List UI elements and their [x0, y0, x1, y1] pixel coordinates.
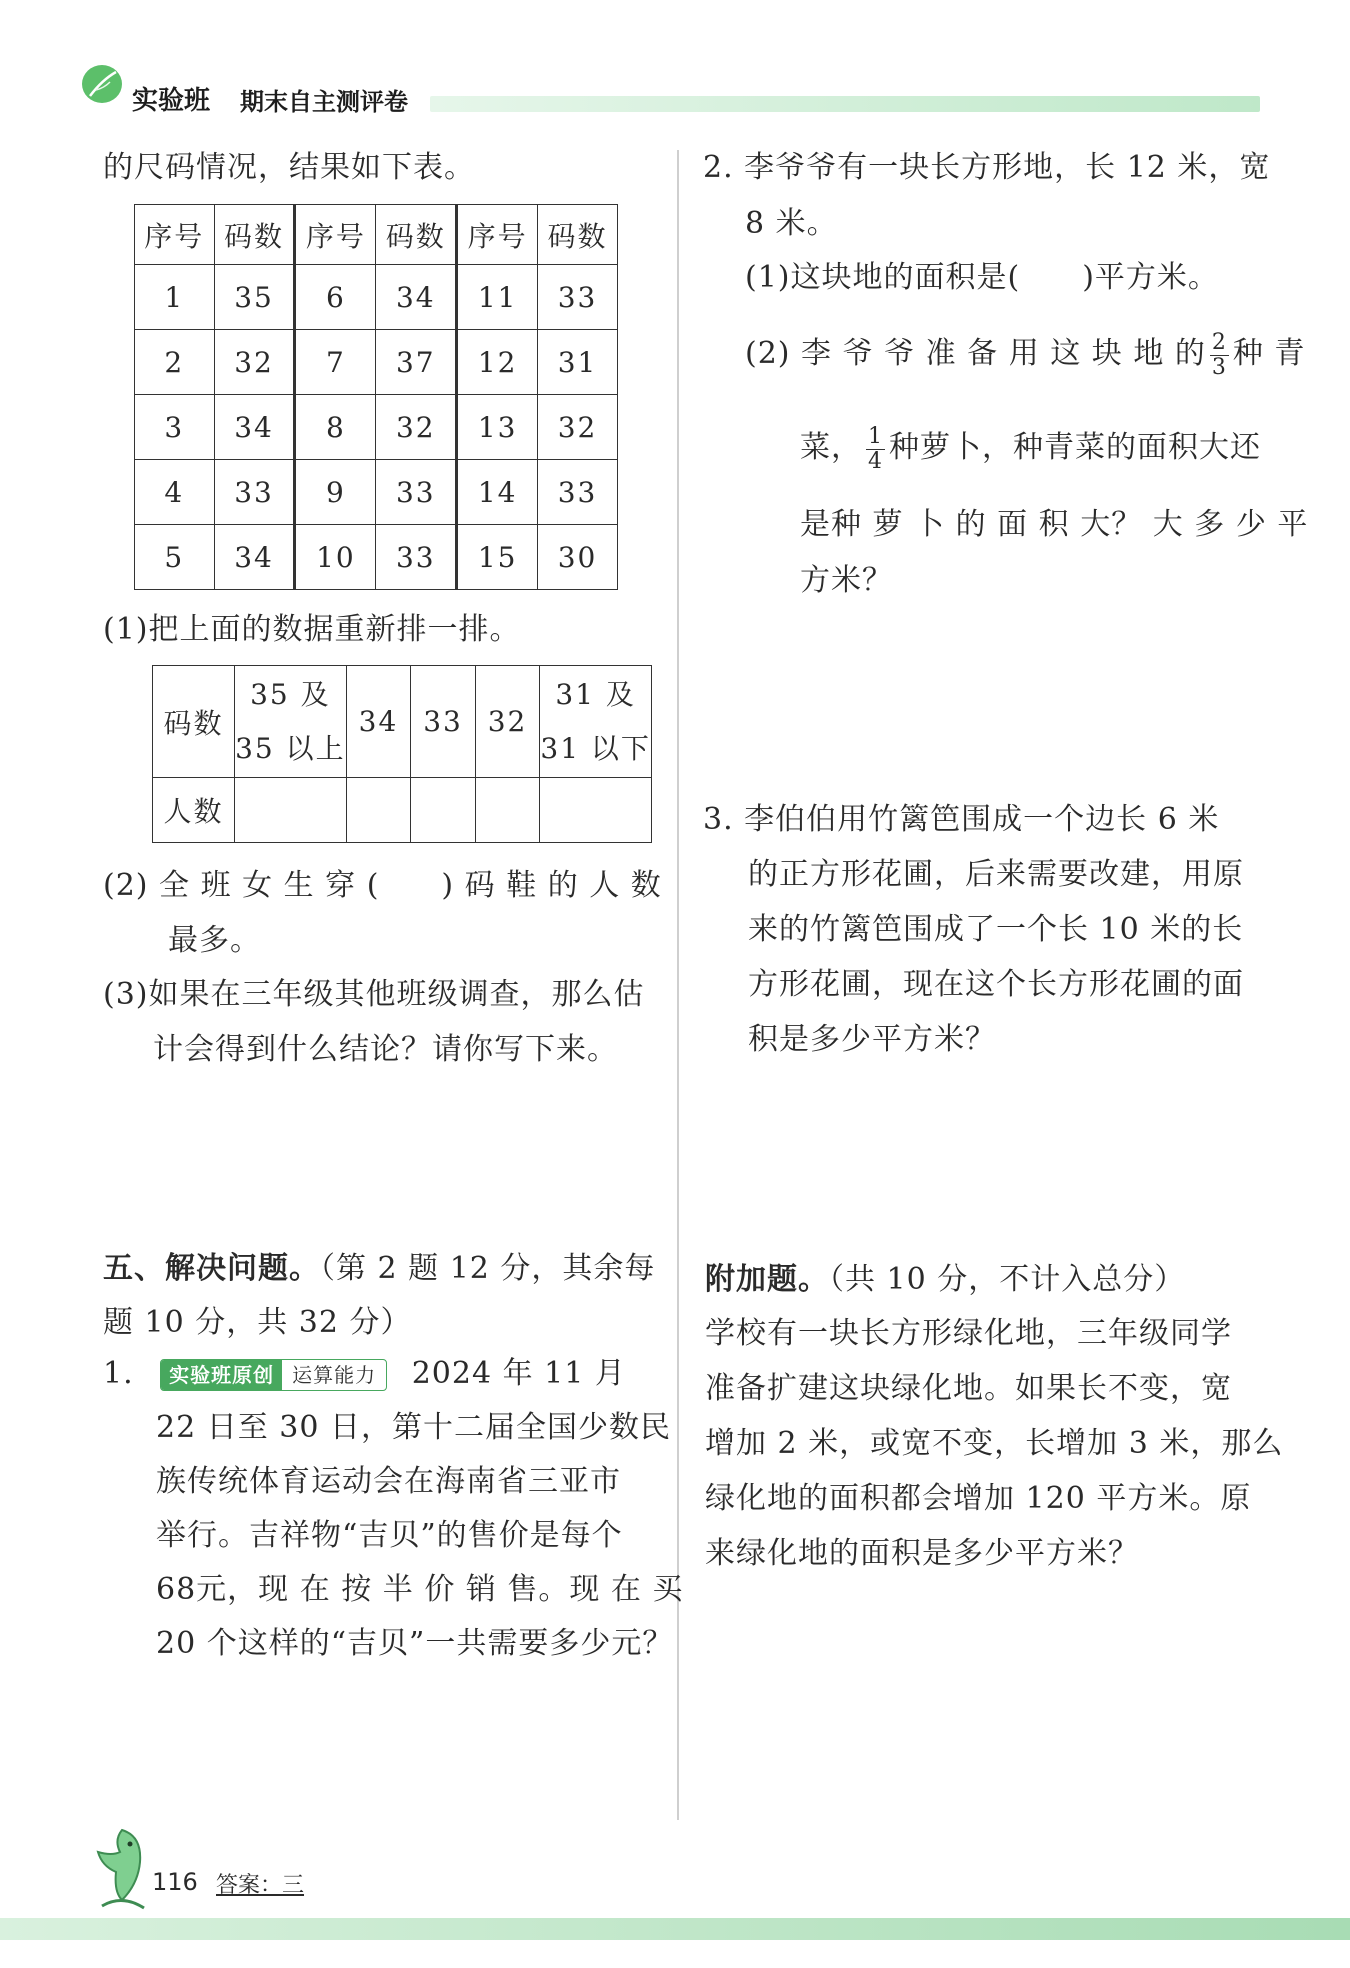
bonus-heading [705, 1252, 1185, 1307]
table-row [135, 265, 618, 330]
table-row [153, 778, 652, 843]
table-cell [235, 666, 347, 778]
problem-2-q2-line4: 方米？ [800, 563, 893, 598]
table-row [135, 330, 618, 395]
problem-3-line3: 来的竹篱笆围成了一个长 10 米的长 [748, 912, 1244, 947]
problem-2-line2: 8 米。 [745, 206, 838, 241]
fraction-one-quarter [866, 425, 885, 474]
section-heading [103, 1241, 655, 1296]
table-cell: 33 [411, 666, 476, 778]
table-header: 码数 [538, 205, 618, 265]
problem-2-q2-line1 [745, 326, 1305, 381]
table-cell: 11 [457, 265, 538, 330]
bonus-note: （共 10 分，不计入总分） [829, 1262, 1186, 1297]
table-cell: 33 [376, 525, 457, 590]
problem-3-line1: 3. 李伯伯用竹篱笆围成一个边长 6 米 [703, 802, 1220, 837]
bonus-line2: 准备扩建这块绿化地。如果长不变，宽 [705, 1371, 1232, 1406]
table-cell: 10 [295, 525, 376, 590]
table-header: 码数 [153, 666, 235, 778]
table-cell: 7 [295, 330, 376, 395]
table-header: 序号 [135, 205, 215, 265]
table-cell: 33 [376, 460, 457, 525]
problem-1-line2: 22 日至 30 日，第十二届全国少数民 [156, 1410, 671, 1445]
tag-skill: 运算能力 [292, 1363, 377, 1387]
table-cell: 15 [457, 525, 538, 590]
cell-line: 35 及 [250, 677, 331, 711]
answer-cell[interactable] [411, 778, 476, 843]
table-header: 码数 [376, 205, 457, 265]
intro-text: 的尺码情况，结果如下表。 [103, 150, 475, 185]
fraction-denominator: 4 [868, 448, 883, 474]
fraction-two-thirds [1210, 331, 1229, 380]
table-cell: 32 [538, 395, 618, 460]
table-cell: 33 [538, 460, 618, 525]
cell-line: 35 以上 [235, 731, 346, 765]
table-cell: 33 [214, 460, 295, 525]
section-note: （第 2 题 12 分，其余每 [320, 1251, 656, 1286]
table-cell: 33 [538, 265, 618, 330]
table-cell: 32 [214, 330, 295, 395]
table-row [153, 666, 652, 778]
table-cell: 9 [295, 460, 376, 525]
table-cell: 12 [457, 330, 538, 395]
table-cell: 5 [135, 525, 215, 590]
table-cell [540, 666, 652, 778]
answer-cell[interactable] [235, 778, 347, 843]
question-3-line1: (3)如果在三年级其他班级调查，那么估 [103, 977, 645, 1012]
answer-cell[interactable] [540, 778, 652, 843]
footer-band [0, 1918, 1350, 1940]
sort-table [152, 665, 652, 843]
header-title: 期末自主测评卷 [240, 88, 408, 116]
fraction-numerator: 2 [1211, 329, 1227, 355]
table-cell: 30 [538, 525, 618, 590]
table-cell: 32 [376, 395, 457, 460]
question-2-line1: (2) 全 班 女 生 穿 ( ) 码 鞋 的 人 数 [103, 868, 662, 903]
bonus-line3: 增加 2 米，或宽不变，长增加 3 米，那么 [705, 1426, 1284, 1461]
cell-line: 31 以下 [540, 731, 651, 765]
fraction-numerator: 1 [868, 423, 883, 449]
bonus-title: 附加题。 [705, 1262, 829, 1297]
table-cell: 37 [376, 330, 457, 395]
section-title: 五、解决问题。 [103, 1251, 320, 1286]
table-cell: 4 [135, 460, 215, 525]
problem-2-q2-text: 种 青 [1232, 336, 1306, 371]
problem-2-q2-text: 菜， [800, 430, 862, 465]
answer-label: 答案：三 [216, 1873, 305, 1898]
table-cell: 34 [346, 666, 411, 778]
problem-1-line3: 族传统体育运动会在海南省三亚市 [156, 1464, 621, 1499]
table-row [135, 460, 618, 525]
problem-1-line1 [103, 1346, 626, 1401]
table-cell: 3 [135, 395, 215, 460]
problem-2-q1: (1)这块地的面积是( )平方米。 [745, 260, 1219, 295]
table-header: 序号 [295, 205, 376, 265]
question-2-line2: 最多。 [168, 923, 261, 958]
page-number: 116 [152, 1868, 198, 1896]
dolphin-icon [92, 1822, 154, 1918]
table-cell: 14 [457, 460, 538, 525]
size-table [134, 204, 618, 590]
problem-3-line2: 的正方形花圃，后来需要改建，用原 [748, 857, 1244, 892]
cell-line: 31 及 [555, 677, 636, 711]
problem-2-q2-line2 [800, 420, 1261, 475]
table-cell: 34 [376, 265, 457, 330]
table-row [135, 205, 618, 265]
problem-2-q2-line3: 是种 萝 卜 的 面 积 大？ 大 多 少 平 [800, 507, 1309, 542]
problem-tag [160, 1359, 387, 1391]
answer-cell[interactable] [475, 778, 540, 843]
problem-2-q2-text: 种萝卜，种青菜的面积大还 [889, 430, 1261, 465]
problem-1-line5: 68元，现 在 按 半 价 销 售。现 在 买 [156, 1572, 684, 1607]
table-cell: 2 [135, 330, 215, 395]
table-cell: 35 [214, 265, 295, 330]
problem-2-q2-text: (2) 李 爷 爷 准 备 用 这 块 地 的 [745, 336, 1206, 371]
table-cell: 6 [295, 265, 376, 330]
table-header: 序号 [457, 205, 538, 265]
problem-1-line4: 举行。吉祥物“吉贝”的售价是每个 [156, 1518, 623, 1553]
bonus-line1: 学校有一块长方形绿化地，三年级同学 [705, 1316, 1232, 1351]
table-header: 人数 [153, 778, 235, 843]
table-cell: 31 [538, 330, 618, 395]
bonus-line5: 来绿化地的面积是多少平方米？ [705, 1536, 1139, 1571]
problem-3-line5: 积是多少平方米？ [748, 1022, 996, 1057]
header-band [430, 96, 1260, 112]
table-row [135, 525, 618, 590]
problem-number: 1. [103, 1356, 134, 1391]
header-brand: 实验班 [132, 86, 211, 116]
table-header: 码数 [214, 205, 295, 265]
problem-1-text: 2024 年 11 月 [411, 1356, 626, 1391]
answer-cell[interactable] [346, 778, 411, 843]
question-1: (1)把上面的数据重新排一排。 [103, 612, 521, 647]
table-cell: 34 [214, 525, 295, 590]
problem-2-line1: 2. 李爷爷有一块长方形地，长 12 米，宽 [703, 150, 1271, 185]
question-3-line2: 计会得到什么结论？请你写下来。 [153, 1032, 618, 1067]
fraction-denominator: 3 [1211, 354, 1227, 380]
table-cell: 13 [457, 395, 538, 460]
table-cell: 34 [214, 395, 295, 460]
problem-3-line4: 方形花圃，现在这个长方形花圃的面 [748, 967, 1244, 1002]
leaf-logo-icon [80, 62, 124, 106]
section-note-line2: 题 10 分，共 32 分） [103, 1305, 412, 1340]
table-cell: 32 [475, 666, 540, 778]
table-cell: 8 [295, 395, 376, 460]
tag-original: 实验班原创 [161, 1360, 282, 1390]
header [0, 0, 1350, 130]
bonus-line4: 绿化地的面积都会增加 120 平方米。原 [705, 1481, 1252, 1516]
table-cell: 1 [135, 265, 215, 330]
problem-1-line6: 20 个这样的“吉贝”一共需要多少元？ [156, 1626, 674, 1661]
table-row [135, 395, 618, 460]
